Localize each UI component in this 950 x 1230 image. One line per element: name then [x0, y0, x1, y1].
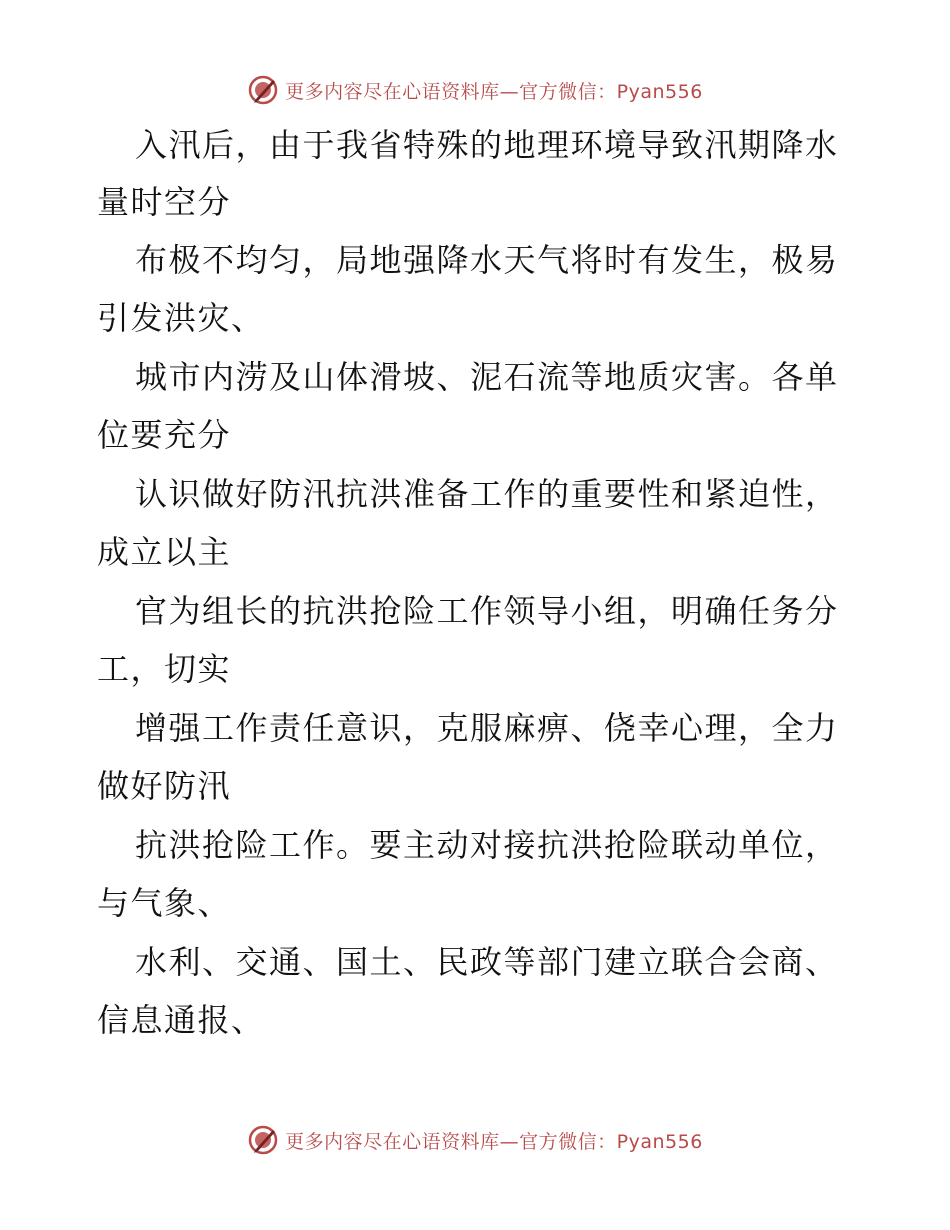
body-line: 官为组长的抗洪抢险工作领导小组，明确任务分 — [135, 592, 839, 630]
pen-seal-logo-icon — [247, 74, 279, 106]
body-line: 做好防汛 — [97, 767, 232, 805]
body-line: 抗洪抢险工作。要主动对接抗洪抢险联动单位， — [135, 826, 839, 864]
body-line: 入汛后，由于我省特殊的地理环境导致汛期降水 — [135, 126, 839, 164]
footer-watermark-text: 更多内容尽在心语资料库—官方微信：Pyan556 — [285, 1130, 703, 1153]
body-line: 布极不均匀，局地强降水天气将时有发生，极易 — [135, 241, 839, 279]
body-line: 与气象、 — [97, 884, 232, 922]
body-line: 水利、交通、国土、民政等部门建立联合会商、 — [135, 943, 839, 981]
footer-watermark-banner — [0, 1120, 950, 1160]
body-line: 成立以主 — [97, 533, 232, 571]
body-line: 增强工作责任意识，克服麻痹、侥幸心理，全力 — [135, 709, 839, 747]
header-watermark-text: 更多内容尽在心语资料库—官方微信：Pyan556 — [285, 80, 703, 103]
body-line: 引发洪灾、 — [97, 299, 265, 337]
body-line: 城市内涝及山体滑坡、泥石流等地质灾害。各单 — [135, 358, 839, 396]
body-line: 认识做好防汛抗洪准备工作的重要性和紧迫性， — [135, 475, 839, 513]
body-line: 位要充分 — [97, 416, 232, 454]
body-line: 量时空分 — [97, 183, 232, 221]
header-watermark-banner — [0, 70, 950, 110]
body-line: 信息通报、 — [97, 1001, 265, 1039]
pen-seal-logo-icon — [247, 1124, 279, 1156]
body-line: 工，切实 — [97, 650, 232, 688]
